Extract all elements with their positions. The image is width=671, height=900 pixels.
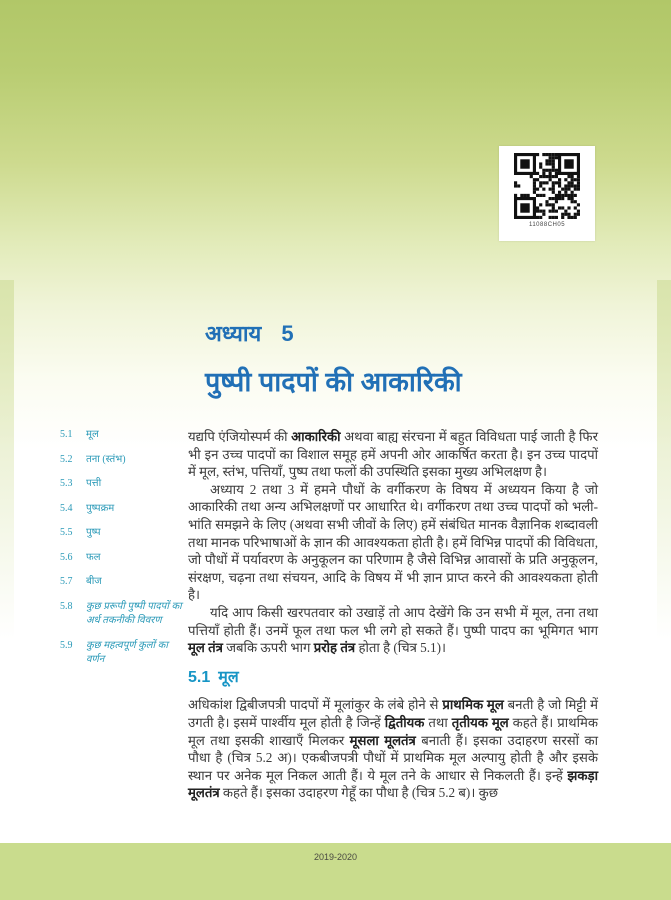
- toc-label: पत्ती: [86, 478, 102, 489]
- paragraph-weed: [188, 604, 598, 657]
- toc-number: 5.8: [60, 600, 73, 612]
- bold-term: मूल तंत्र: [188, 640, 223, 656]
- chapter-toc: [60, 428, 188, 802]
- toc-number: 5.4: [60, 502, 73, 514]
- text-run: कहते हैं। इसका उदाहरण गेहूँ का पौधा है (चित्र 5.2 ब)। कुछ: [219, 785, 498, 801]
- chapter-label: अध्याय: [205, 321, 262, 346]
- bold-term: आकारिकी: [291, 429, 341, 444]
- text-run: यद्यपि एंजियोस्पर्म की: [188, 429, 292, 444]
- toc-item-5-7: [60, 575, 188, 590]
- toc-number: 5.3: [60, 478, 73, 489]
- content-area: [60, 428, 598, 802]
- bold-term: मूसला मूलतंत्र: [349, 732, 416, 748]
- toc-number: 5.6: [60, 551, 73, 563]
- chapter-number: 5: [281, 321, 294, 346]
- text-run: बनती है जो मिट्टी में उगती है। इसमें पार्श्वीय मूल होती है जिन्हें: [188, 697, 599, 730]
- footer-year: 2019-2020: [313, 852, 358, 862]
- toc-label: कुछ महत्वपूर्ण कुलों का वर्णन: [86, 639, 168, 665]
- text-run: यदि आप किसी खरपतवार को उखाड़ें तो आप देखेंगे कि उन सभी में मूल, तना तथा पत्तियाँ होती हैं। उनमें फूल तथा फल भी लगे हो सकते हैं। पुष्पी पादप का भूमिगत भाग: [188, 604, 598, 638]
- toc-number: 5.5: [60, 527, 73, 538]
- qr-code-icon: [514, 153, 580, 219]
- text-run: अधिकांश द्विबीजपत्री पादपों में मूलांकुर के लंबे होने से: [188, 697, 443, 713]
- body-text: [188, 428, 598, 802]
- text-run: अध्याय 2 तथा 3 में हमने पौधों के वर्गीकरण के विषय में अध्ययन किया है जो आकारिकी तथा अन्य अभिलक्षणों पर आधारित थे। वर्गीकरण तथा उच्च पादपों को भली-भांति समझने के लिए (अथवा सभी जीवों के लिए) हमें संबंधित मानक वैज्ञानिक शब्दावली तथा मानक परिभाषाओं के ज्ञान की आवश्यकता होती है। हमें विभिन्न पादपों की विविधता, जो पौधों में पर्यावरण के अनुकूलन का परिणाम है जैसे विभिन्न आवासों के प्रति अनुकूलन, संरक्षण, चढ़ना तथा संचयन, आदि के विषय में भी ज्ञान प्राप्त करने की आवश्यकता होती है।: [188, 481, 598, 603]
- bold-term: तृतीयक मूल: [451, 714, 509, 730]
- toc-item-5-3: [60, 477, 188, 492]
- toc-item-5-2: [60, 453, 188, 468]
- toc-label: पुष्पक्रम: [86, 502, 115, 514]
- text-run: जबकि ऊपरी भाग: [222, 640, 314, 656]
- section-heading-5-1: [188, 669, 598, 687]
- toc-label: पुष्प: [86, 527, 101, 538]
- bold-term: झकड़ा मूलतंत्र: [188, 767, 598, 801]
- chapter-heading: [205, 318, 294, 348]
- qr-card: [499, 146, 595, 241]
- toc-label: तना (स्तंभ): [86, 453, 126, 465]
- text-run: अथवा बाह्य संरचना में बहुत विविधता पाई जाती है फिर भी इन उच्च पादपों का विशाल समूह हमें अपनी ओर आकर्षित करता है। इन उच्च पादपों में मूल, स्तंभ, पत्तियाँ, पुष्प तथा फलों की उपस्थिति इसका मुख्य अभिलक्षण है।: [188, 429, 598, 480]
- toc-number: 5.1: [60, 429, 73, 440]
- toc-label: बीज: [86, 576, 102, 587]
- text-run: कहते हैं। प्राथमिक मूल तथा इसकी शाखाएँ मिलकर: [188, 714, 598, 748]
- bold-term: प्राथमिक मूल: [442, 697, 504, 713]
- qr-label: 11088CH05: [528, 222, 566, 228]
- toc-number: 5.9: [60, 639, 73, 651]
- section-number: 5.1: [188, 668, 211, 686]
- toc-item-5-4: [60, 502, 188, 517]
- bold-term: प्ररोह तंत्र: [313, 640, 356, 656]
- toc-item-5-6: [60, 551, 188, 566]
- paragraph-root-types: [188, 696, 598, 802]
- toc-number: 5.2: [60, 453, 73, 465]
- text-run: होता है (चित्र 5.1)।: [355, 640, 447, 656]
- text-run: तथा: [424, 714, 452, 730]
- toc-item-5-9: [60, 639, 188, 668]
- paragraph-classification: [188, 481, 598, 604]
- toc-item-5-8: [60, 600, 188, 629]
- text-run: बनाती हैं। इसका उदाहरण सरसों का पौधा है (चित्र 5.2 अ)। एकबीजपत्री पौधों में प्राथमिक मूल अल्पायु होती है और इसके स्थान पर अनेक मूल निकल आती हैं। ये मूल तने के आधार से निकलती हैं। इन्हें: [188, 732, 599, 783]
- section-title: मूल: [218, 668, 239, 686]
- toc-label: कुछ प्ररूपी पुष्पी पादपों का अर्ध तकनीकी विवरण: [86, 600, 182, 626]
- toc-number: 5.7: [60, 576, 73, 587]
- toc-item-5-1: [60, 428, 188, 443]
- bold-term: द्वितीयक: [384, 714, 425, 730]
- toc-label: मूल: [86, 429, 99, 440]
- toc-label: फल: [86, 551, 101, 563]
- paragraph-intro: [188, 428, 598, 481]
- page-title: पुष्पी पादपों की आकारिकी: [205, 367, 462, 397]
- toc-item-5-5: [60, 526, 188, 541]
